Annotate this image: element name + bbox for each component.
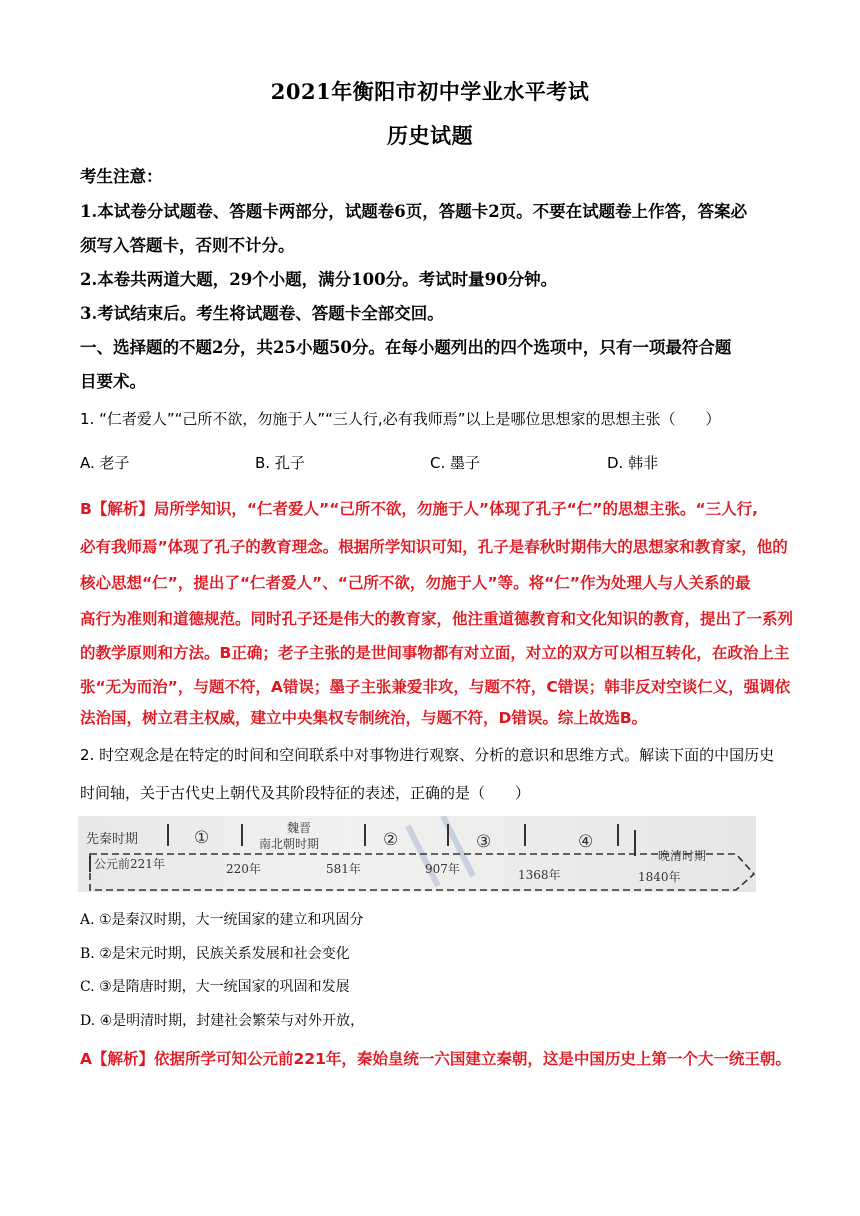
- history-timeline-image: [78, 816, 756, 892]
- timeline-period-label: ①: [194, 828, 210, 848]
- timeline-period-label: 晚清时期: [658, 849, 707, 863]
- q1-analysis-line: B【解析】局所学知识，“仁者爱人”“己所不欲，勿施于人”体现了孔子“仁”的思想主张。“三人行,: [80, 500, 759, 518]
- q1-options: [80, 452, 780, 474]
- q1-analysis-line: 高行为准则和道德规范。同时孔子还是伟大的教育家，他注重道德教育和文化知识的教育，提出了一系列: [80, 610, 794, 628]
- q2-option-a: A. ①是秦汉时期，大一统国家的建立和巩固分: [80, 912, 364, 928]
- timeline-year-label: 220年: [226, 862, 261, 876]
- section-heading: 一、选择题的不题2分，共25小题50分。在每小题列出的四个选项中，只有一项最符合题: [80, 338, 732, 357]
- notice-heading: 考生注意：: [80, 167, 163, 186]
- q2-stem-line: 时间轴，关于古代史上朝代及其阶段特征的表述，正确的是（ ）: [80, 784, 531, 802]
- section-heading: 目要术。: [80, 372, 146, 391]
- q1-analysis-line: 核心思想“仁”，提出了“仁者爱人”、“己所不欲，勿施于人”等。将“仁”作为处理人与人关系的最: [80, 574, 751, 592]
- timeline-period-label: 先秦时期: [86, 832, 139, 847]
- timeline-period-label: ④: [578, 832, 594, 852]
- notice-line: 3.考试结束后。考生将试题卷、答题卡全部交回。: [80, 304, 444, 323]
- timeline-year-label: 581年: [326, 862, 361, 876]
- timeline-year-label: 1840年: [638, 870, 681, 884]
- q1-analysis-line: 张“无为而治”，与题不符，A错误；墨子主张兼爱非攻，与题不符，C错误；韩非反对空谈仁义，强调依: [80, 678, 791, 696]
- q2-option-d: D. ④是明清时期，封建社会繁荣与对外开放，: [80, 1013, 365, 1029]
- timeline-period-label: 南北朝时期: [259, 837, 320, 851]
- q1-option-b: B. 孔子: [255, 454, 305, 472]
- timeline-year-label: 公元前221年: [94, 857, 165, 871]
- q1-analysis-line: 必有我师焉”体现了孔子的教育理念。根据所学知识可知，孔子是春秋时期伟大的思想家和教育家，他的: [80, 538, 788, 556]
- q2-analysis: A【解析】依据所学可知公元前221年，秦始皇统一六国建立秦朝，这是中国历史上第一个大一统王朝。: [80, 1050, 791, 1068]
- q2-stem-line: 2. 时空观念是在特定的时间和空间联系中对事物进行观察、分析的意识和思维方式。解读下面的中国历史: [80, 746, 775, 764]
- notice-line: 1.本试卷分试题卷、答题卡两部分，试题卷6页，答题卡2页。不要在试题卷上作答，答案必: [80, 202, 748, 221]
- q1-option-c: C. 墨子: [430, 454, 481, 472]
- timeline-period-label: ③: [476, 832, 492, 852]
- q1-analysis-line: 法治国，树立君主权威，建立中央集权专制统治，与题不符，D错误。综上故选B。: [80, 709, 648, 727]
- q1-option-d: D. 韩非: [607, 454, 659, 472]
- notice-line: 2.本卷共两道大题，29个小题，满分100分。考试时量90分钟。: [80, 270, 558, 289]
- notice-line: 须写入答题卡，否则不计分。: [80, 236, 295, 255]
- exam-title: 2021年衡阳市初中学业水平考试: [270, 79, 590, 104]
- q1-stem: 1. “仁者爱人”“己所不欲，勿施于人”“三人行,必有我师焉”以上是哪位思想家的思想主张（ ）: [80, 410, 721, 428]
- timeline-year-label: 1368年: [518, 868, 561, 882]
- q1-option-a: A. 老子: [80, 454, 130, 472]
- timeline-year-label: 907年: [425, 862, 460, 876]
- q2-option-c: C. ③是隋唐时期，大一统国家的巩固和发展: [80, 979, 350, 995]
- timeline-period-label: ②: [383, 830, 399, 850]
- exam-subtitle: 历史试题: [387, 123, 473, 148]
- q2-option-b: B. ②是宋元时期，民族关系发展和社会变化: [80, 946, 350, 962]
- timeline-period-label: 魏晋: [287, 821, 312, 835]
- q1-analysis-line: 的教学原则和方法。B正确；老子主张的是世间事物都有对立面，对立的双方可以相互转化，在政治上主: [80, 644, 790, 662]
